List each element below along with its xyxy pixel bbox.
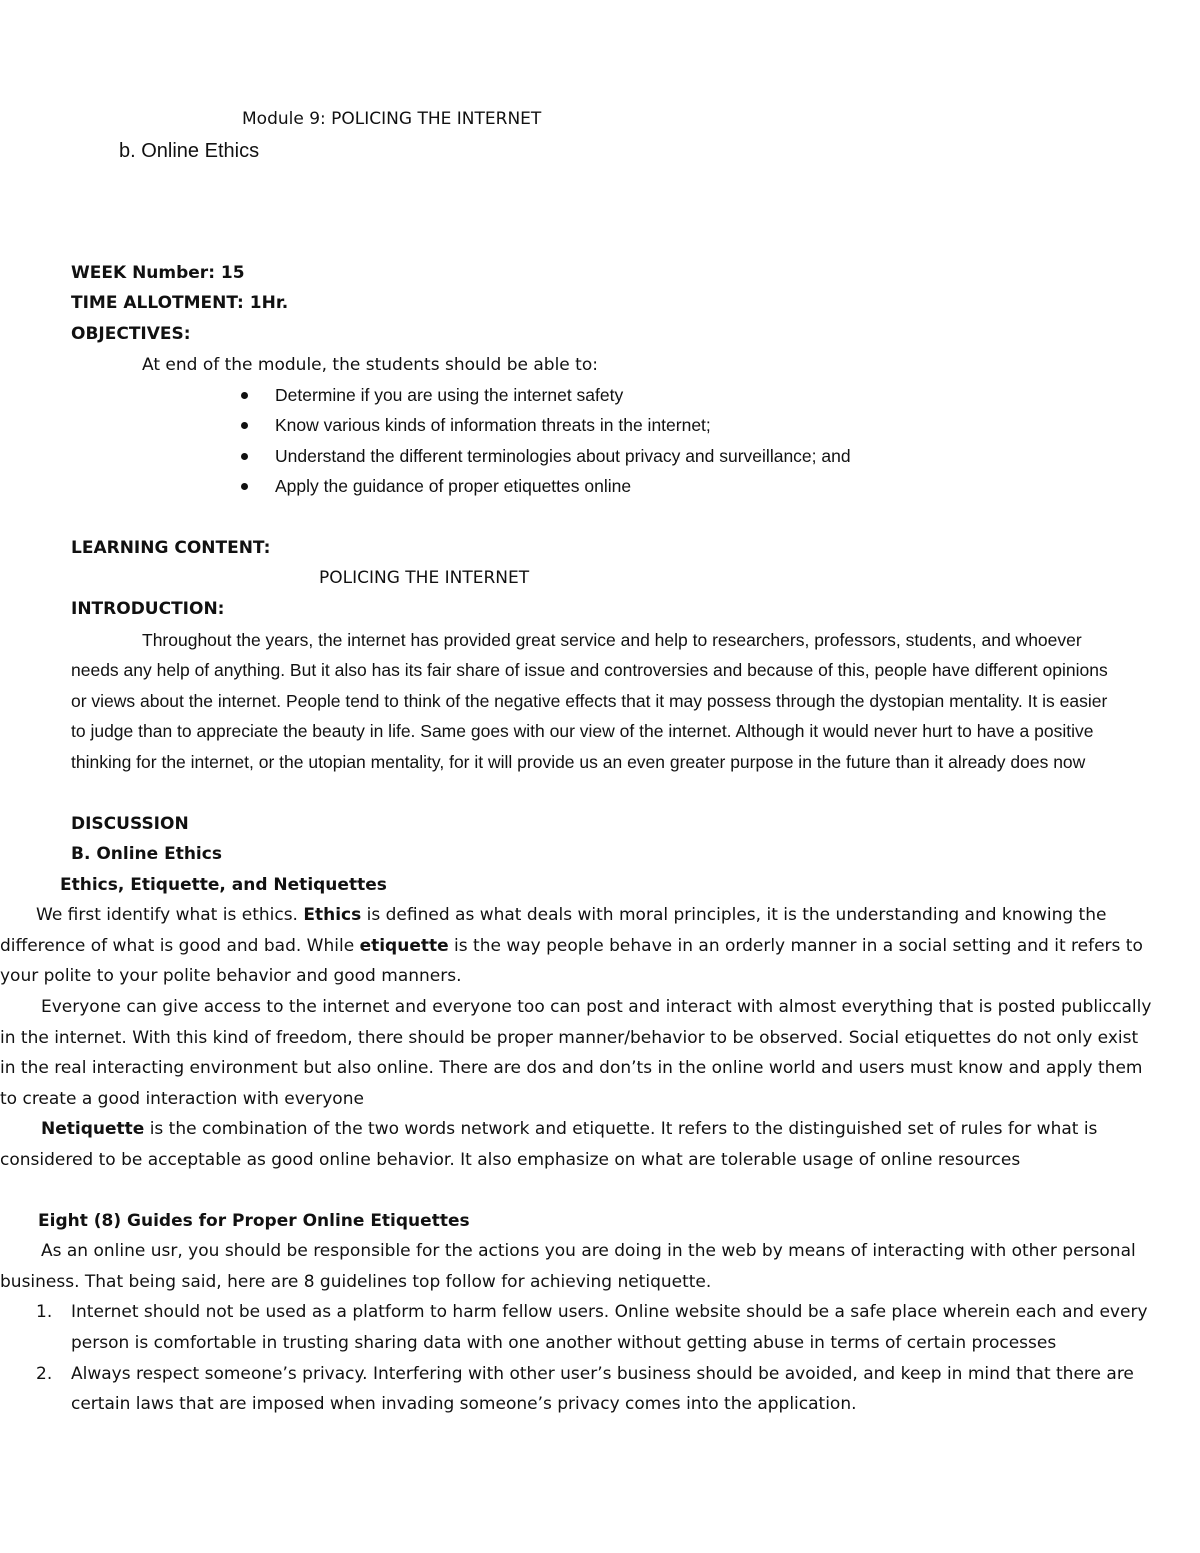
week-number: WEEK Number: 15 xyxy=(71,263,245,283)
text-run: is the way people behave in an orderly manner in a social setting and it refers to xyxy=(448,936,1143,956)
list-item: Know various kinds of information threats in the internet; xyxy=(275,415,711,435)
intro-line: thinking for the internet, or the utopian mentality, for it will provide us an even greater purpose in the future than it already does now xyxy=(71,752,1086,772)
bullet-icon xyxy=(241,453,248,460)
paragraph-line xyxy=(36,904,1106,926)
guides-heading: Eight (8) Guides for Proper Online Etiquettes xyxy=(38,1211,470,1231)
module-subtitle: b. Online Ethics xyxy=(119,140,260,162)
introduction-heading: INTRODUCTION: xyxy=(71,599,225,619)
paragraph-line: in the real interacting environment but also online. There are dos and don’ts in the online world and users must know and apply them xyxy=(0,1058,1143,1078)
bullet-icon xyxy=(241,422,248,429)
bullet-icon xyxy=(241,392,248,399)
text-run: We first identify what is ethics. xyxy=(36,905,304,925)
objectives-heading: OBJECTIVES: xyxy=(71,324,191,344)
paragraph-line xyxy=(41,1118,1097,1140)
list-item: Internet should not be used as a platform to harm fellow users. Online website should be a safe place wherein each and every xyxy=(71,1302,1148,1322)
list-item-number: 1. xyxy=(36,1302,53,1322)
term-netiquette: Netiquette xyxy=(41,1119,145,1139)
learning-content-title: POLICING THE INTERNET xyxy=(319,568,530,588)
guides-intro-line: business. That being said, here are 8 guidelines top follow for achieving netiquette. xyxy=(0,1272,712,1292)
bullet-icon xyxy=(241,483,248,490)
term-etiquette: etiquette xyxy=(359,936,449,956)
guides-intro-line: As an online usr, you should be responsible for the actions you are doing in the web by means of interacting with other personal xyxy=(41,1241,1136,1261)
paragraph-line: in the internet. With this kind of freedom, there should be proper manner/behavior to be observed. Social etiquettes do not only exist xyxy=(0,1028,1139,1048)
term-ethics: Ethics xyxy=(303,905,362,925)
text-run: difference of what is good and bad. While xyxy=(0,936,360,956)
module-title: Module 9: POLICING THE INTERNET xyxy=(242,109,542,129)
list-item: Apply the guidance of proper etiquettes online xyxy=(275,476,632,496)
intro-line: Throughout the years, the internet has provided great service and help to researchers, professors, students, and whoever xyxy=(142,630,1082,650)
text-run: is defined as what deals with moral principles, it is the understanding and knowing the xyxy=(361,905,1107,925)
paragraph-line xyxy=(0,935,1143,957)
paragraph-line: your polite to your polite behavior and good manners. xyxy=(0,966,462,986)
text-run: is the combination of the two words network and etiquette. It refers to the distinguished set of rules for what is xyxy=(144,1119,1098,1139)
list-item: certain laws that are imposed when invading someone’s privacy comes into the application. xyxy=(71,1394,857,1414)
discussion-heading: DISCUSSION xyxy=(71,814,189,834)
learning-content-heading: LEARNING CONTENT: xyxy=(71,538,271,558)
discussion-subheading: B. Online Ethics xyxy=(71,844,222,864)
intro-line: or views about the internet. People tend to think of the negative effects that it may possess through the dystopian mentality. It is easier xyxy=(71,691,1108,711)
list-item: Understand the different terminologies about privacy and surveillance; and xyxy=(275,446,851,466)
list-item: Always respect someone’s privacy. Interfering with other user’s business should be avoided, and keep in mind that there are xyxy=(71,1364,1134,1384)
list-item: person is comfortable in trusting sharing data with one another without getting abuse in terms of certain processes xyxy=(71,1333,1057,1353)
list-item-number: 2. xyxy=(36,1364,53,1384)
objectives-intro: At end of the module, the students should be able to: xyxy=(142,355,598,375)
paragraph-line: considered to be acceptable as good online behavior. It also emphasize on what are tolerable usage of online resources xyxy=(0,1150,1021,1170)
list-item: Determine if you are using the internet safety xyxy=(275,385,624,405)
time-allotment: TIME ALLOTMENT: 1Hr. xyxy=(71,293,289,313)
section-title: Ethics, Etiquette, and Netiquettes xyxy=(60,875,387,895)
paragraph-line: Everyone can give access to the internet and everyone too can post and interact with almost everything that is posted publiccally xyxy=(41,997,1152,1017)
intro-line: to judge than to appreciate the beauty in life. Same goes with our view of the internet. Although it would never hurt to have a positive xyxy=(71,721,1094,741)
paragraph-line: to create a good interaction with everyone xyxy=(0,1089,364,1109)
intro-line: needs any help of anything. But it also has its fair share of issue and controversies and because of this, people have different opinions xyxy=(71,660,1108,680)
